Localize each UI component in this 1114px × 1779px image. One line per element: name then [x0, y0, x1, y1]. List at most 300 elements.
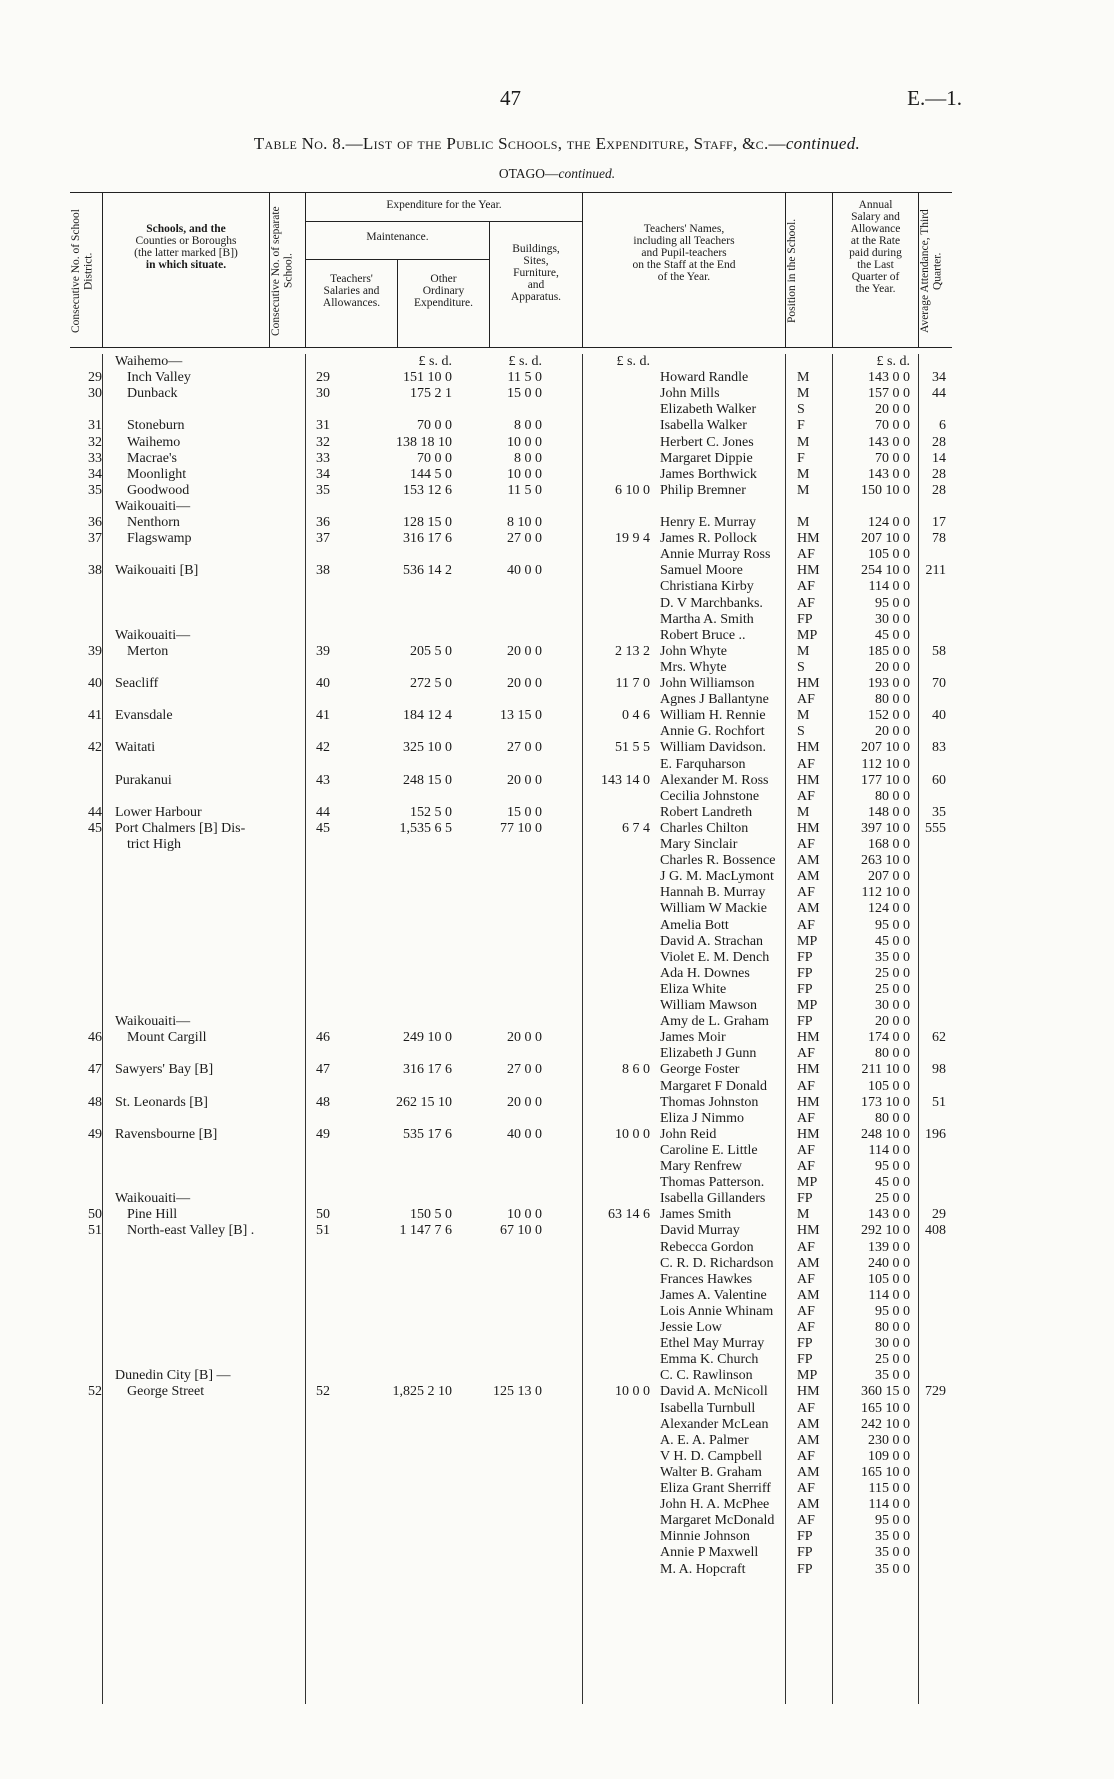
- teacher-name: James Borthwick: [660, 466, 757, 482]
- average-attendance: 408: [925, 1223, 946, 1239]
- annual-salary: 45 0 0: [875, 1175, 910, 1191]
- salaries-amount: 535 17 6: [403, 1126, 452, 1142]
- salaries-amount: £ s. d.: [418, 354, 452, 369]
- teacher-name: Christiana Kirby: [660, 579, 754, 595]
- average-attendance: 58: [932, 643, 946, 659]
- other-expenditure-amount: 10 0 0: [507, 434, 542, 450]
- buildings-amount: 143 14 0: [601, 772, 650, 788]
- table-title-main: Table No. 8.—List of the Public Schools, the Expenditure, Staff, &c.—: [253, 134, 786, 153]
- annual-salary: 35 0 0: [875, 1368, 910, 1384]
- annual-salary: 20 0 0: [875, 659, 910, 675]
- consecutive-school-no: 39: [316, 643, 330, 659]
- table-row: [70, 515, 952, 531]
- header-other-line2: Ordinary: [422, 285, 465, 297]
- teacher-name: Herbert C. Jones: [660, 434, 754, 450]
- table-row: [70, 1175, 952, 1191]
- table-row: [70, 563, 952, 579]
- table-row: [70, 1513, 952, 1529]
- table-row: [70, 1481, 952, 1497]
- teacher-name: Annie G. Rochfort: [660, 724, 765, 740]
- teacher-position: HM: [797, 820, 820, 836]
- annual-salary: 173 10 0: [861, 1094, 910, 1110]
- header-consecutive-district: Consecutive No. of School District.: [70, 209, 95, 333]
- teacher-position: F: [797, 450, 805, 466]
- header-schools-line1: Schools, and the: [146, 223, 226, 235]
- annual-salary: 143 0 0: [868, 370, 910, 386]
- other-expenditure-amount: 10 0 0: [507, 466, 542, 482]
- teacher-name: Cecilia Johnstone: [660, 788, 760, 804]
- average-attendance: 211: [925, 563, 946, 579]
- annual-salary: 248 10 0: [861, 1126, 910, 1142]
- table-row: [70, 483, 952, 499]
- annual-salary: 95 0 0: [875, 595, 910, 611]
- other-expenditure-amount: 20 0 0: [507, 1094, 542, 1110]
- teacher-position: AF: [797, 1448, 815, 1464]
- header-annual-line8: the Year.: [855, 283, 896, 295]
- annual-salary: 25 0 0: [875, 1191, 910, 1207]
- consecutive-school-no: 43: [316, 772, 330, 788]
- teacher-name: Mrs. Whyte: [660, 659, 727, 675]
- teacher-position: M: [797, 386, 810, 402]
- school-name: Waikouaiti [B]: [115, 563, 199, 579]
- average-attendance: 28: [932, 466, 946, 482]
- salaries-amount: 70 0 0: [417, 450, 452, 466]
- annual-salary: 80 0 0: [875, 788, 910, 804]
- other-expenditure-amount: £ s. d.: [508, 354, 542, 369]
- page-number: 47: [500, 86, 521, 110]
- teacher-position: HM: [797, 676, 820, 691]
- table-header: [70, 192, 952, 348]
- buildings-amount: 8 6 0: [622, 1062, 650, 1078]
- annual-salary: 115 0 0: [868, 1481, 910, 1496]
- teacher-name: Elizabeth Walker: [660, 402, 757, 418]
- salaries-amount: 325 10 0: [403, 740, 452, 756]
- annual-salary: 80 0 0: [875, 692, 910, 708]
- school-name: Lower Harbour: [115, 804, 202, 820]
- school-name: Waitati: [115, 740, 156, 756]
- consecutive-school-no: 33: [316, 450, 330, 466]
- school-name: George Street: [127, 1384, 205, 1400]
- region-continued: continued.: [558, 166, 616, 181]
- annual-salary: 20 0 0: [875, 402, 910, 418]
- teacher-name: Amelia Bott: [660, 917, 729, 933]
- teacher-position: AF: [797, 1159, 815, 1174]
- consecutive-district-no: 29: [88, 370, 102, 386]
- teacher-position: AM: [797, 1255, 820, 1271]
- table-row: [70, 982, 952, 998]
- header-teachers: [583, 223, 785, 283]
- table-row: [70, 370, 952, 386]
- consecutive-school-no: 35: [316, 482, 330, 498]
- table-row: [70, 1014, 952, 1030]
- teacher-position: AM: [797, 1464, 820, 1480]
- teacher-name: E. Farquharson: [660, 756, 746, 772]
- header-teachers-line2: including all Teachers: [633, 235, 735, 247]
- teacher-name: Annie P Maxwell: [660, 1545, 759, 1561]
- annual-salary: 207 10 0: [861, 740, 910, 756]
- buildings-amount: 51 5 5: [615, 740, 650, 756]
- salaries-amount: 316 17 6: [403, 1062, 452, 1078]
- table-row: [70, 1401, 952, 1417]
- table-row: [70, 1417, 952, 1433]
- header-schools-line4: in which situate.: [145, 259, 227, 271]
- consecutive-school-no: 36: [316, 515, 330, 530]
- teacher-position: FP: [797, 965, 813, 981]
- teacher-name: Ethel May Murray: [660, 1336, 765, 1352]
- annual-salary: 80 0 0: [875, 1320, 910, 1335]
- header-buildings: [490, 243, 582, 303]
- annual-salary: 360 15 0: [861, 1384, 910, 1400]
- table-row: [70, 1191, 952, 1207]
- table-row: [70, 1433, 952, 1449]
- average-attendance: 62: [932, 1030, 946, 1046]
- table-row: [70, 1352, 952, 1368]
- teacher-position: AF: [797, 1271, 815, 1287]
- teacher-position: HM: [797, 740, 820, 756]
- teacher-name: Eliza J Nimmo: [660, 1110, 744, 1126]
- table-row: [70, 1465, 952, 1481]
- salaries-amount: 128 15 0: [403, 515, 452, 530]
- school-name: Flagswamp: [127, 531, 192, 547]
- annual-salary: 177 10 0: [861, 772, 910, 788]
- teacher-name: Margaret F Donald: [660, 1078, 768, 1094]
- school-name: Goodwood: [127, 482, 190, 498]
- teacher-position: HM: [797, 1223, 820, 1239]
- table-row: [70, 869, 952, 885]
- teacher-name: Robert Bruce ..: [660, 627, 746, 643]
- teacher-position: AF: [797, 1303, 815, 1319]
- table-row: [70, 628, 952, 644]
- school-name: Macrae's: [127, 450, 177, 466]
- table-row: [70, 805, 952, 821]
- teacher-position: AF: [797, 692, 815, 708]
- teacher-name: William Mawson: [660, 998, 758, 1013]
- annual-salary: 114 0 0: [868, 1497, 910, 1513]
- annual-salary: 114 0 0: [868, 1287, 910, 1303]
- consecutive-district-no: 36: [88, 515, 102, 530]
- school-name: Dunedin City [B] —: [115, 1368, 231, 1384]
- annual-salary: 397 10 0: [861, 820, 910, 836]
- table-row: [70, 1159, 952, 1175]
- other-expenditure-amount: 13 15 0: [500, 708, 542, 724]
- table-row: [70, 1336, 952, 1352]
- teacher-position: AF: [797, 837, 815, 852]
- annual-salary: 80 0 0: [875, 1046, 910, 1062]
- annual-salary: 240 0 0: [868, 1255, 910, 1271]
- header-annual-line7: Quarter of: [851, 271, 900, 283]
- consecutive-district-no: 32: [88, 434, 102, 450]
- salaries-amount: 175 2 1: [410, 386, 452, 402]
- school-name: Purakanui: [115, 772, 172, 788]
- consecutive-district-no: 49: [88, 1126, 102, 1142]
- buildings-amount: 63 14 6: [608, 1207, 650, 1223]
- teacher-position: FP: [797, 611, 813, 627]
- consecutive-school-no: 48: [316, 1094, 330, 1110]
- salaries-amount: 1,825 2 10: [392, 1384, 452, 1400]
- table-title: [0, 134, 1114, 154]
- table-row: [70, 1143, 952, 1159]
- consecutive-school-no: 41: [316, 708, 330, 724]
- buildings-amount: 11 7 0: [615, 676, 650, 691]
- other-expenditure-amount: 40 0 0: [507, 563, 542, 579]
- region-name: OTAGO—: [498, 166, 559, 181]
- buildings-amount: 6 7 4: [622, 820, 650, 836]
- average-attendance: 70: [932, 676, 946, 691]
- annual-salary: 95 0 0: [875, 1159, 910, 1174]
- average-attendance: 28: [932, 482, 946, 498]
- average-attendance: 6: [939, 418, 946, 434]
- salaries-amount: 249 10 0: [403, 1030, 452, 1046]
- header-buildings-line4: and: [527, 279, 545, 291]
- header-expenditure: Expenditure for the Year.: [386, 199, 502, 211]
- teacher-position: FP: [797, 1352, 813, 1368]
- table-row: [70, 724, 952, 740]
- table-row: [70, 596, 952, 612]
- table-row: [70, 1272, 952, 1288]
- other-expenditure-amount: 10 0 0: [507, 1207, 542, 1223]
- table-row: [70, 402, 952, 418]
- teacher-position: MP: [797, 933, 818, 949]
- teacher-position: M: [797, 1207, 810, 1223]
- teacher-position: M: [797, 515, 810, 530]
- table-row: [70, 1223, 952, 1239]
- table-row: [70, 1497, 952, 1513]
- teacher-name: David A. McNicoll: [660, 1384, 768, 1400]
- teacher-position: AF: [797, 1046, 815, 1062]
- consecutive-district-no: 42: [88, 740, 102, 756]
- table-row: [70, 1449, 952, 1465]
- teacher-position: S: [797, 659, 805, 675]
- annual-salary: 95 0 0: [875, 917, 910, 933]
- teacher-name: Margaret Dippie: [660, 450, 753, 466]
- teacher-name: Charles R. Bossence: [660, 853, 776, 869]
- header-schools-line3: (the latter marked [B]): [134, 247, 238, 259]
- teacher-name: Isabella Turnbull: [660, 1400, 756, 1416]
- teacher-name: William W Mackie: [660, 901, 768, 917]
- header-buildings-line2: Sites,: [523, 255, 549, 267]
- teacher-position: AF: [797, 1078, 815, 1094]
- table-row: [70, 708, 952, 724]
- annual-salary: 230 0 0: [868, 1432, 910, 1448]
- consecutive-district-no: 35: [88, 482, 102, 498]
- teacher-position: AF: [797, 1513, 815, 1529]
- consecutive-school-no: 47: [316, 1062, 330, 1078]
- consecutive-school-no: 45: [316, 820, 330, 836]
- buildings-amount: 10 0 0: [615, 1384, 650, 1400]
- annual-salary: 143 0 0: [868, 434, 910, 450]
- teacher-position: HM: [797, 772, 820, 788]
- table-row: [70, 1562, 952, 1578]
- table-row: [70, 1368, 952, 1384]
- table-row: [70, 676, 952, 692]
- teacher-position: AF: [797, 1400, 815, 1416]
- teacher-position: MP: [797, 627, 818, 643]
- teacher-position: M: [797, 434, 810, 450]
- header-other-line3: Expenditure.: [413, 297, 474, 309]
- annual-salary: 45 0 0: [875, 627, 910, 643]
- teacher-position: AF: [797, 1239, 815, 1255]
- table-row: [70, 740, 952, 756]
- other-expenditure-amount: 67 10 0: [500, 1223, 542, 1239]
- teacher-name: Thomas Patterson.: [660, 1175, 765, 1191]
- annual-salary: 193 0 0: [868, 676, 910, 691]
- school-name: Waikouaiti—: [115, 1014, 191, 1030]
- teacher-position: AF: [797, 1481, 815, 1496]
- consecutive-district-no: 34: [88, 466, 102, 482]
- table-row: [70, 660, 952, 676]
- average-attendance: 98: [932, 1062, 946, 1078]
- table-row: [70, 1062, 952, 1078]
- other-expenditure-amount: 40 0 0: [507, 1126, 542, 1142]
- teacher-name: William Davidson.: [660, 740, 766, 756]
- teacher-name: Isabella Gillanders: [660, 1191, 766, 1207]
- header-teachers-line5: of the Year.: [657, 271, 711, 283]
- buildings-amount: 2 13 2: [615, 643, 650, 659]
- teacher-name: James Moir: [660, 1030, 726, 1046]
- school-name: Seacliff: [115, 676, 159, 691]
- table-row: [70, 547, 952, 563]
- teacher-position: FP: [797, 1014, 813, 1030]
- teacher-position: AF: [797, 1320, 815, 1335]
- annual-salary: 112 10 0: [861, 756, 910, 772]
- teacher-position: M: [797, 482, 810, 498]
- table-row: [70, 966, 952, 982]
- teacher-name: Mary Sinclair: [660, 837, 738, 852]
- teacher-name: Caroline E. Little: [660, 1142, 758, 1158]
- header-schools: [104, 223, 268, 271]
- annual-salary: £ s. d.: [876, 354, 910, 369]
- salaries-amount: 205 5 0: [410, 643, 452, 659]
- salaries-amount: 316 17 6: [403, 531, 452, 547]
- teacher-position: AF: [797, 917, 815, 933]
- header-teachers-line3: and Pupil-teachers: [641, 247, 727, 259]
- table-row: [70, 612, 952, 628]
- teacher-position: AF: [797, 788, 815, 804]
- teacher-name: David A. Strachan: [660, 933, 764, 949]
- other-expenditure-amount: 77 10 0: [500, 820, 542, 836]
- annual-salary: 112 10 0: [861, 885, 910, 901]
- annual-salary: 165 10 0: [861, 1400, 910, 1416]
- teacher-position: AM: [797, 901, 820, 917]
- table-row: [70, 644, 952, 660]
- table-row: [70, 435, 952, 451]
- school-name: Mount Cargill: [127, 1030, 207, 1046]
- average-attendance: 60: [932, 772, 946, 788]
- annual-salary: 35 0 0: [875, 1529, 910, 1545]
- teacher-position: AM: [797, 1497, 820, 1513]
- average-attendance: 196: [925, 1126, 946, 1142]
- teacher-name: A. E. A. Palmer: [660, 1432, 749, 1448]
- school-name: trict High: [127, 837, 182, 852]
- teacher-name: J G. M. MacLymont: [660, 869, 774, 885]
- consecutive-school-no: 44: [316, 804, 330, 820]
- teacher-name: Thomas Johnston: [660, 1094, 759, 1110]
- table-row: [70, 998, 952, 1014]
- table-row: [70, 386, 952, 402]
- teacher-name: James R. Pollock: [660, 531, 757, 547]
- teacher-position: AF: [797, 885, 815, 901]
- header-annual-line2: Salary and: [851, 211, 900, 223]
- teacher-name: Ada H. Downes: [660, 965, 750, 981]
- table-title-continued: continued.: [785, 134, 861, 153]
- teacher-name: Amy de L. Graham: [660, 1014, 769, 1030]
- consecutive-school-no: 46: [316, 1030, 330, 1046]
- annual-salary: 152 0 0: [868, 708, 910, 724]
- teacher-position: AF: [797, 547, 815, 563]
- annual-salary: 30 0 0: [875, 1336, 910, 1352]
- teacher-position: HM: [797, 1094, 820, 1110]
- annual-salary: 114 0 0: [868, 1142, 910, 1158]
- consecutive-district-no: 48: [88, 1094, 102, 1110]
- teacher-position: FP: [797, 1191, 813, 1207]
- teacher-name: Jessie Low: [660, 1320, 722, 1335]
- annual-salary: 105 0 0: [868, 1078, 910, 1094]
- salaries-amount: 138 18 10: [396, 434, 452, 450]
- teacher-position: FP: [797, 1545, 813, 1561]
- header-salaries-line2: Salaries and: [323, 285, 380, 297]
- teacher-name: Minnie Johnson: [660, 1529, 750, 1545]
- table-row: [70, 950, 952, 966]
- other-expenditure-amount: 15 0 0: [507, 804, 542, 820]
- table-row: [70, 1030, 952, 1046]
- annual-salary: 165 10 0: [861, 1464, 910, 1480]
- salaries-amount: 151 10 0: [403, 370, 452, 386]
- teacher-name: Howard Randle: [660, 370, 749, 386]
- teacher-position: AM: [797, 1416, 820, 1432]
- school-name: Sawyers' Bay [B]: [115, 1062, 214, 1078]
- salaries-amount: 1,535 6 5: [399, 820, 452, 836]
- teacher-name: C. C. Rawlinson: [660, 1368, 753, 1384]
- teacher-position: F: [797, 418, 805, 434]
- other-expenditure-amount: 15 0 0: [507, 386, 542, 402]
- header-other-line1: Other: [430, 273, 457, 285]
- other-expenditure-amount: 11 5 0: [507, 482, 542, 498]
- consecutive-school-no: 29: [316, 370, 330, 386]
- salaries-amount: 248 15 0: [403, 772, 452, 788]
- table-row: [70, 1095, 952, 1111]
- table-row: [70, 934, 952, 950]
- annual-salary: 95 0 0: [875, 1513, 910, 1529]
- annual-salary: 30 0 0: [875, 998, 910, 1013]
- table-row: [70, 885, 952, 901]
- other-expenditure-amount: 8 0 0: [514, 450, 542, 466]
- consecutive-district-no: 51: [88, 1223, 102, 1239]
- header-annual-salary: [833, 199, 918, 295]
- teacher-name: John Mills: [660, 386, 720, 402]
- buildings-amount: 19 9 4: [615, 531, 650, 547]
- document-code: E.—1.: [907, 86, 962, 110]
- annual-salary: 292 10 0: [861, 1223, 910, 1239]
- school-name: Merton: [127, 643, 169, 659]
- table-row: [70, 1529, 952, 1545]
- buildings-amount: 10 0 0: [615, 1126, 650, 1142]
- average-attendance: 51: [932, 1094, 946, 1110]
- annual-salary: 263 10 0: [861, 853, 910, 869]
- teacher-position: AM: [797, 869, 820, 885]
- consecutive-school-no: 34: [316, 466, 330, 482]
- teacher-position: AF: [797, 1110, 815, 1126]
- other-expenditure-amount: 27 0 0: [507, 740, 542, 756]
- annual-salary: 168 0 0: [868, 837, 910, 852]
- teacher-position: HM: [797, 1384, 820, 1400]
- consecutive-school-no: 52: [316, 1384, 330, 1400]
- school-name: Waikouaiti—: [115, 1191, 191, 1207]
- header-other: [398, 273, 489, 309]
- header-annual-line4: at the Rate: [850, 235, 901, 247]
- teacher-position: HM: [797, 563, 820, 579]
- header-salaries: [306, 273, 397, 309]
- teacher-position: M: [797, 643, 810, 659]
